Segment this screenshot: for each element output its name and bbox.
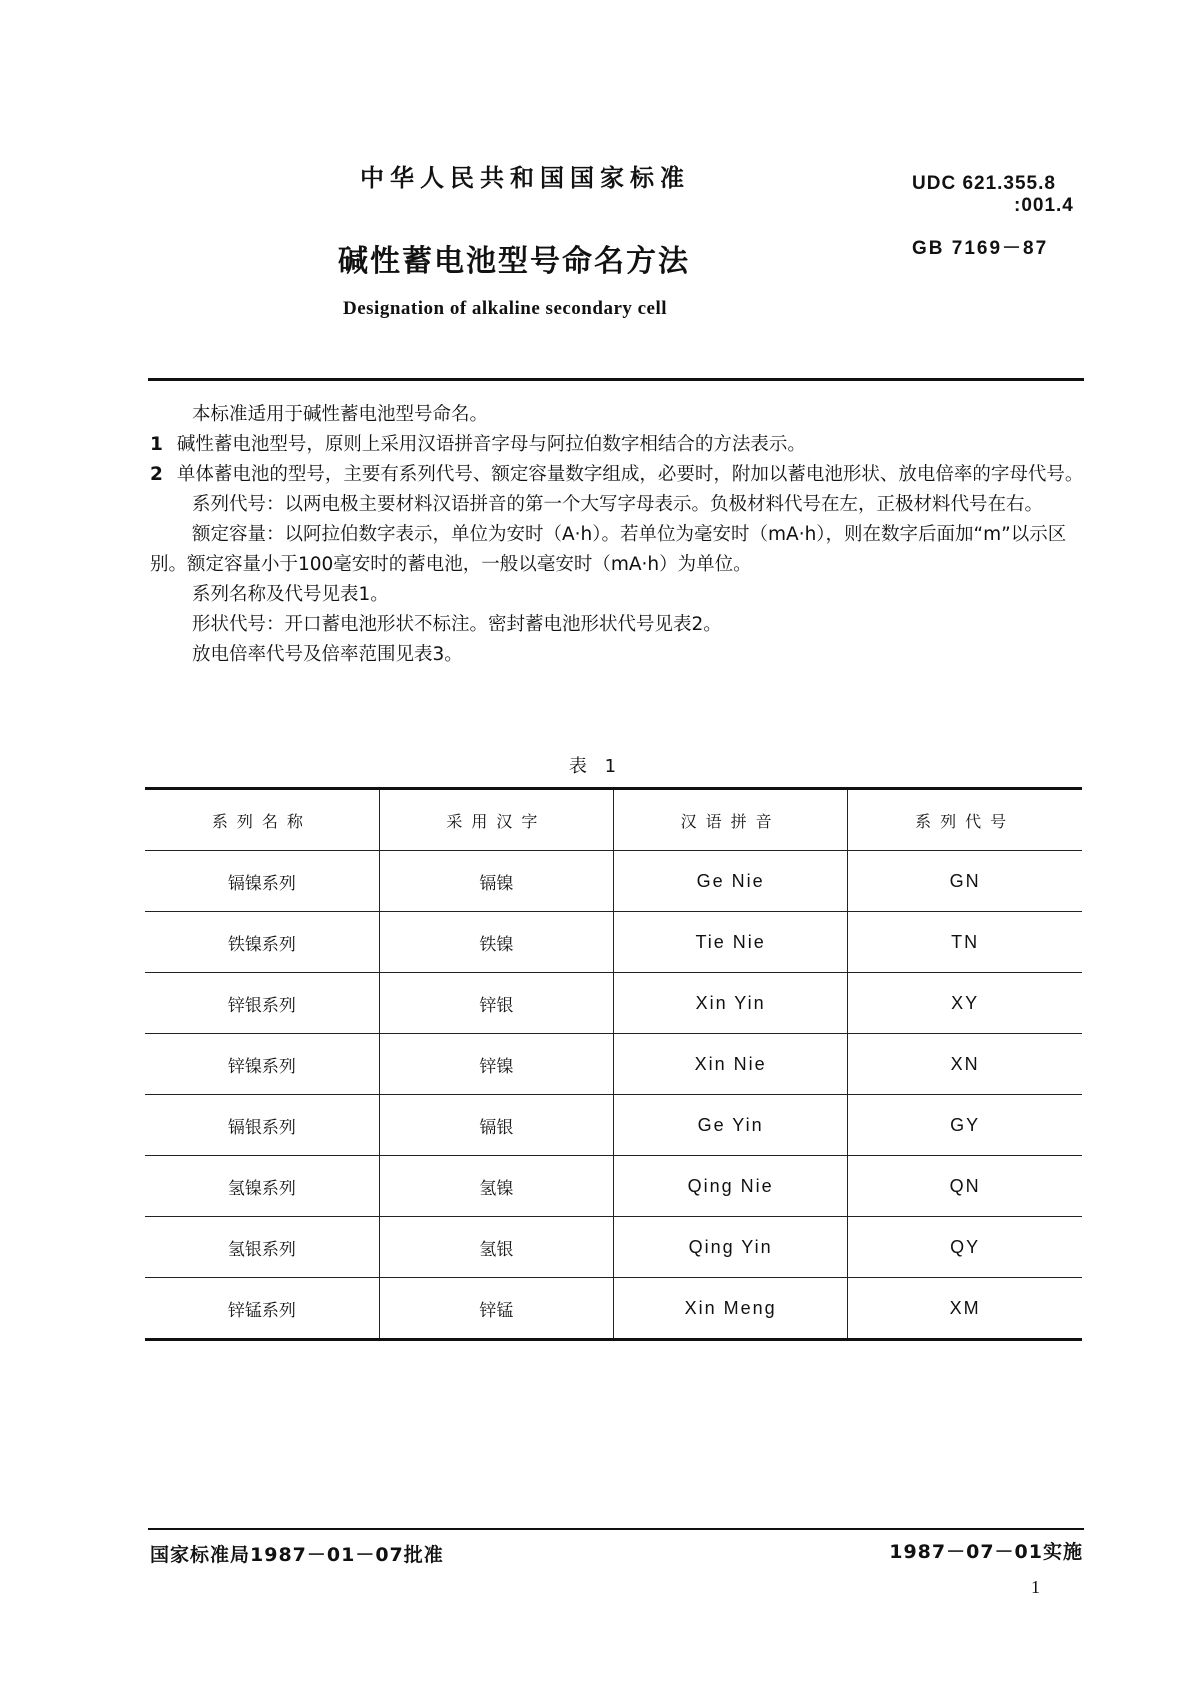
series-name-cell: 镉银系列 — [227, 1117, 296, 1138]
chinese-chars-cell: 氢银 — [379, 1217, 613, 1278]
pinyin-cell: Qing Nie — [614, 1156, 848, 1217]
series-name-cell: 锌锰系列 — [227, 1300, 296, 1321]
chinese-chars-cell: 镉银 — [379, 1095, 613, 1156]
udc-line-1: UDC 621.355.8 — [912, 173, 1056, 194]
document-title-cn: 碱性蓄电池型号命名方法 — [338, 244, 690, 279]
series-code-cell: XN — [848, 1034, 1082, 1095]
table-1-caption: 表 1 — [568, 756, 623, 777]
series-code-cell: QY — [848, 1217, 1082, 1278]
pinyin-cell: Xin Nie — [614, 1034, 848, 1095]
pinyin-cell: Tie Nie — [614, 912, 848, 973]
effective-date: 1987－07－01实施 — [889, 1541, 1083, 1563]
series-code-cell: XM — [848, 1278, 1082, 1340]
table-row — [145, 1034, 1082, 1095]
series-code-cell: XY — [848, 973, 1082, 1034]
clause-2-number: 2 — [150, 464, 163, 485]
series-code-paragraph: 系列代号：以两电极主要材料汉语拼音的第一个大写字母表示。负极材料代号在左，正极材料代号在右。 — [192, 494, 1044, 515]
table-row — [145, 1278, 1082, 1340]
table-header-row — [145, 789, 1082, 851]
chinese-chars-cell: 铁镍 — [379, 912, 613, 973]
udc-code — [912, 173, 1074, 217]
series-ref-paragraph: 系列名称及代号见表1。 — [192, 584, 389, 605]
udc-line-2: :001.4 — [1014, 195, 1074, 216]
intro-paragraph: 本标准适用于碱性蓄电池型号命名。 — [192, 404, 489, 425]
clause-1 — [150, 430, 1084, 460]
series-name-cell: 氢镍系列 — [227, 1178, 296, 1199]
series-code-cell: TN — [848, 912, 1082, 973]
document-body — [150, 400, 1084, 670]
series-code-cell: GN — [848, 851, 1082, 912]
header-rule — [148, 378, 1084, 381]
chinese-chars-cell: 镉镍 — [379, 851, 613, 912]
footer-rule — [148, 1528, 1084, 1530]
gb-code: GB 7169－87 — [912, 238, 1049, 259]
page-number: 1 — [1031, 1577, 1040, 1597]
table-row — [145, 1217, 1082, 1278]
clause-2-text: 单体蓄电池的型号，主要有系列代号、额定容量数字组成，必要时，附加以蓄电池形状、放电倍率的字母代号。 — [176, 464, 1084, 485]
shape-code-paragraph: 形状代号：开口蓄电池形状不标注。密封蓄电池形状代号见表2。 — [192, 614, 722, 635]
series-name-cell: 锌银系列 — [227, 995, 296, 1016]
table-row — [145, 851, 1082, 912]
header-pinyin: 汉语拼音 — [614, 789, 848, 851]
table-row — [145, 912, 1082, 973]
series-code-cell: GY — [848, 1095, 1082, 1156]
pinyin-cell: Xin Meng — [614, 1278, 848, 1340]
document-title-en: Designation of alkaline secondary cell — [343, 298, 668, 319]
table-row — [145, 1156, 1082, 1217]
table-row — [145, 973, 1082, 1034]
rated-capacity-paragraph: 额定容量：以阿拉伯数字表示，单位为安时（A·h）。若单位为毫安时（mA·h），则在数字后面加“m”以示区别。额定容量小于100毫安时的蓄电池，一般以毫安时（mA·h）为单位。 — [150, 524, 1067, 575]
chinese-chars-cell: 锌银 — [379, 973, 613, 1034]
series-code-cell: QN — [848, 1156, 1082, 1217]
pinyin-cell: Xin Yin — [614, 973, 848, 1034]
series-name-cell: 氢银系列 — [227, 1239, 296, 1260]
clause-1-number: 1 — [150, 434, 163, 455]
header-series-code: 系列代号 — [848, 789, 1082, 851]
header-chinese-chars: 采用汉字 — [379, 789, 613, 851]
pinyin-cell: Ge Yin — [614, 1095, 848, 1156]
series-table — [145, 787, 1082, 1341]
pinyin-cell: Qing Yin — [614, 1217, 848, 1278]
table-row — [145, 1095, 1082, 1156]
series-name-cell: 锌镍系列 — [227, 1056, 296, 1077]
chinese-chars-cell: 锌锰 — [379, 1278, 613, 1340]
discharge-ref-paragraph: 放电倍率代号及倍率范围见表3。 — [192, 644, 463, 665]
header-series-name: 系列名称 — [211, 811, 312, 831]
clause-2 — [150, 460, 1084, 490]
series-name-cell: 镉镍系列 — [227, 873, 296, 894]
approval-date: 国家标准局1987－01－07批准 — [150, 1544, 444, 1566]
series-name-cell: 铁镍系列 — [227, 934, 296, 955]
chinese-chars-cell: 氢镍 — [379, 1156, 613, 1217]
clause-1-text: 碱性蓄电池型号，原则上采用汉语拼音字母与阿拉伯数字相结合的方法表示。 — [176, 434, 806, 455]
pinyin-cell: Ge Nie — [614, 851, 848, 912]
national-standard-heading: 中华人民共和国国家标准 — [360, 164, 690, 192]
chinese-chars-cell: 锌镍 — [379, 1034, 613, 1095]
